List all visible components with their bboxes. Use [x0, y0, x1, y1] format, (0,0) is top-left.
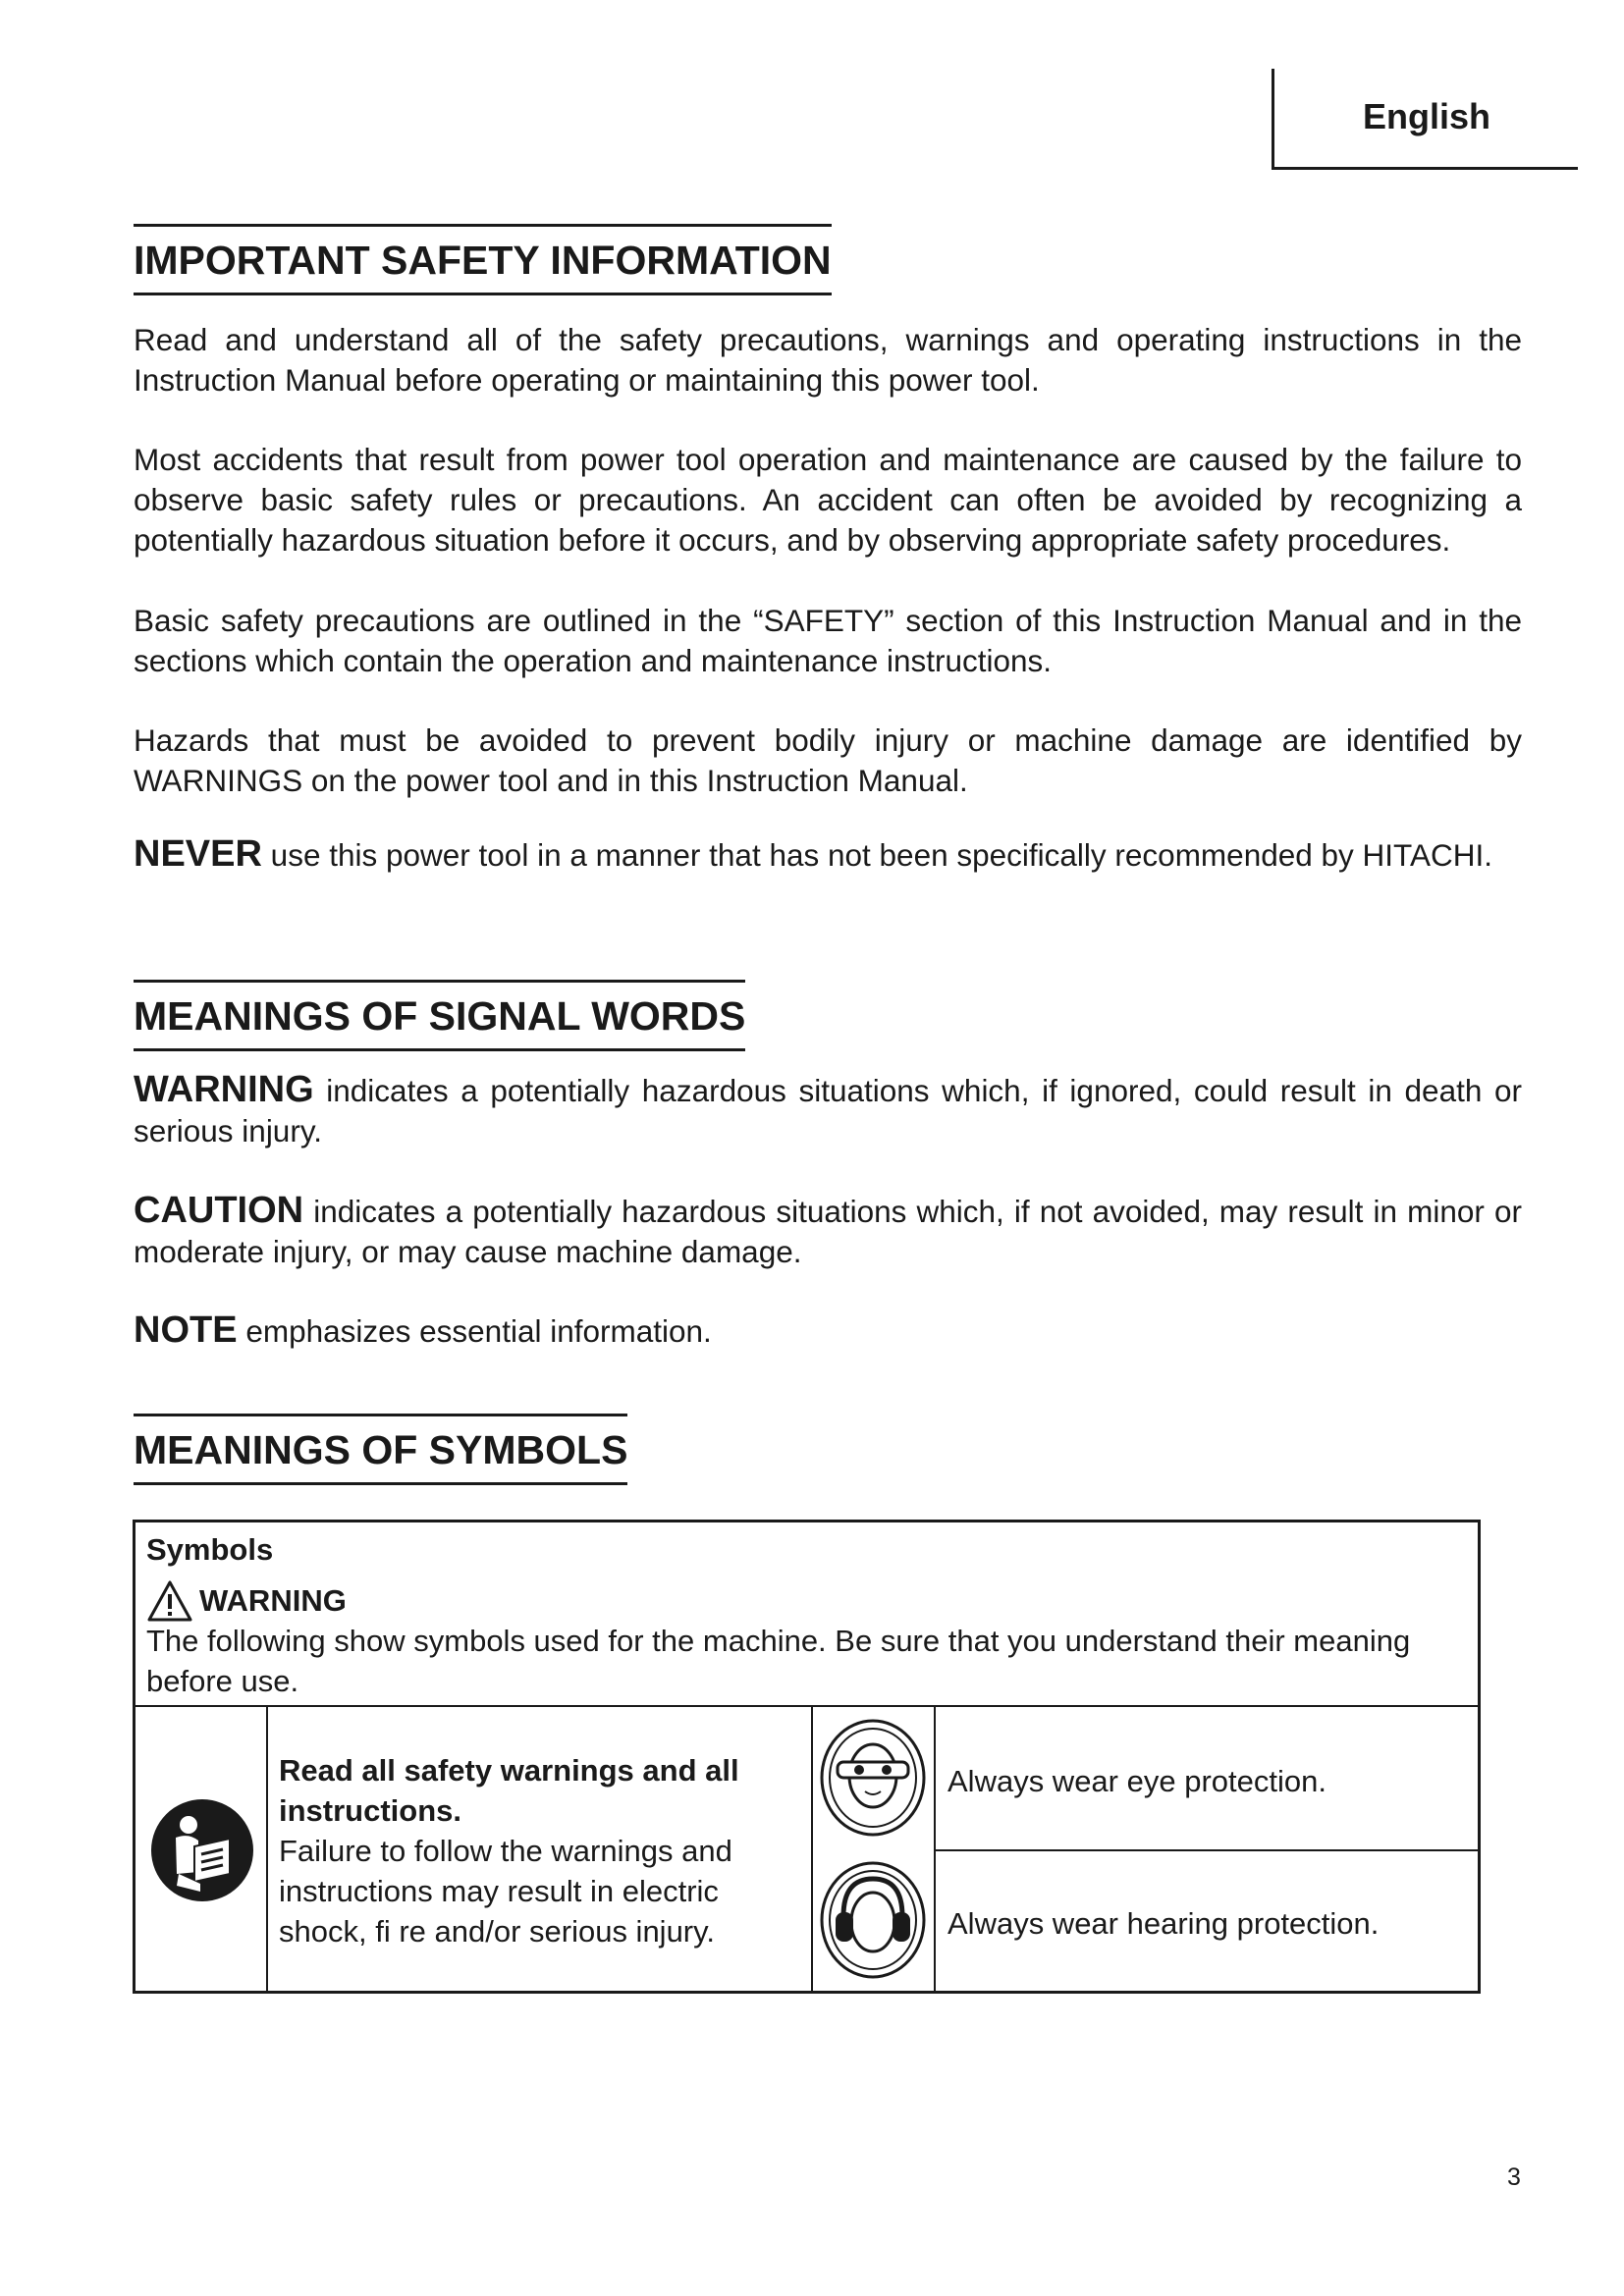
read-instructions-text	[279, 1750, 789, 1951]
eye-protection-icon	[820, 1717, 926, 1839]
symbols-table-header	[135, 1522, 1478, 1707]
safety-paragraph-4: Hazards that must be avoided to prevent bodily injury or machine damage are identified by WARNINGS on the power tool and in this Instruction Manual.	[134, 722, 1522, 798]
read-instructions-body: Failure to follow the warnings and instructions may result in electric shock, fi re and/or serious injury.	[279, 1834, 732, 1949]
read-instructions-heading: Read all safety warnings and all instructions.	[279, 1753, 739, 1828]
caution-text: indicates a potentially hazardous situations which, if not avoided, may result in minor or moderate injury, or may cause machine damage.	[134, 1194, 1522, 1269]
table-divider	[266, 1707, 268, 1994]
signal-words-heading: MEANINGS OF SIGNAL WORDS	[134, 980, 745, 1051]
caution-paragraph	[134, 1191, 1522, 1272]
warning-keyword: WARNING	[134, 1069, 314, 1110]
symbols-table	[133, 1520, 1481, 1994]
never-text: use this power tool in a manner that has not been specifically recommended by HITACHI.	[261, 837, 1492, 873]
language-label: English	[1363, 96, 1491, 136]
symbols-table-title: Symbols	[146, 1532, 274, 1567]
safety-paragraph-2: Most accidents that result from power tool operation and maintenance are caused by the failure to observe basic safety rules or precautions. An accident can often be avoided by recognizing a potentially hazardous situation before it occurs, and by observing appropriate safety procedures.	[134, 442, 1522, 558]
safety-paragraph-1: Read and understand all of the safety precautions, warnings and operating instructions in the Instruction Manual before operating or maintaining this power tool.	[134, 322, 1522, 398]
symbols-heading: MEANINGS OF SYMBOLS	[134, 1414, 627, 1485]
never-paragraph	[134, 834, 1522, 876]
symbols-warning-label: WARNING	[199, 1583, 347, 1618]
warning-paragraph	[134, 1070, 1522, 1151]
safety-paragraph-3: Basic safety precautions are outlined in the “SAFETY” section of this Instruction Manual and in the sections which contain the operation and maintenance instructions.	[134, 603, 1522, 678]
page-number: 3	[1507, 2163, 1521, 2191]
table-divider	[934, 1849, 1478, 1851]
note-text: emphasizes essential information.	[237, 1313, 712, 1349]
eye-protection-text: Always wear eye protection.	[947, 1764, 1326, 1798]
warning-text: indicates a potentially hazardous situations which, if ignored, could result in death or serious injury.	[134, 1073, 1522, 1148]
symbols-description: The following show symbols used for the machine. Be sure that you understand their meaning before use.	[146, 1624, 1411, 1698]
warning-triangle-icon	[146, 1579, 193, 1623]
hearing-protection-text: Always wear hearing protection.	[947, 1906, 1380, 1941]
read-manual-icon	[149, 1797, 255, 1903]
warning-row	[146, 1579, 347, 1623]
caution-keyword: CAUTION	[134, 1190, 304, 1231]
hearing-protection-icon	[820, 1859, 926, 1981]
never-keyword: NEVER	[134, 833, 262, 875]
safety-heading: IMPORTANT SAFETY INFORMATION	[134, 224, 832, 295]
note-keyword: NOTE	[134, 1309, 238, 1351]
note-paragraph	[134, 1310, 1522, 1352]
table-divider	[811, 1707, 813, 1994]
